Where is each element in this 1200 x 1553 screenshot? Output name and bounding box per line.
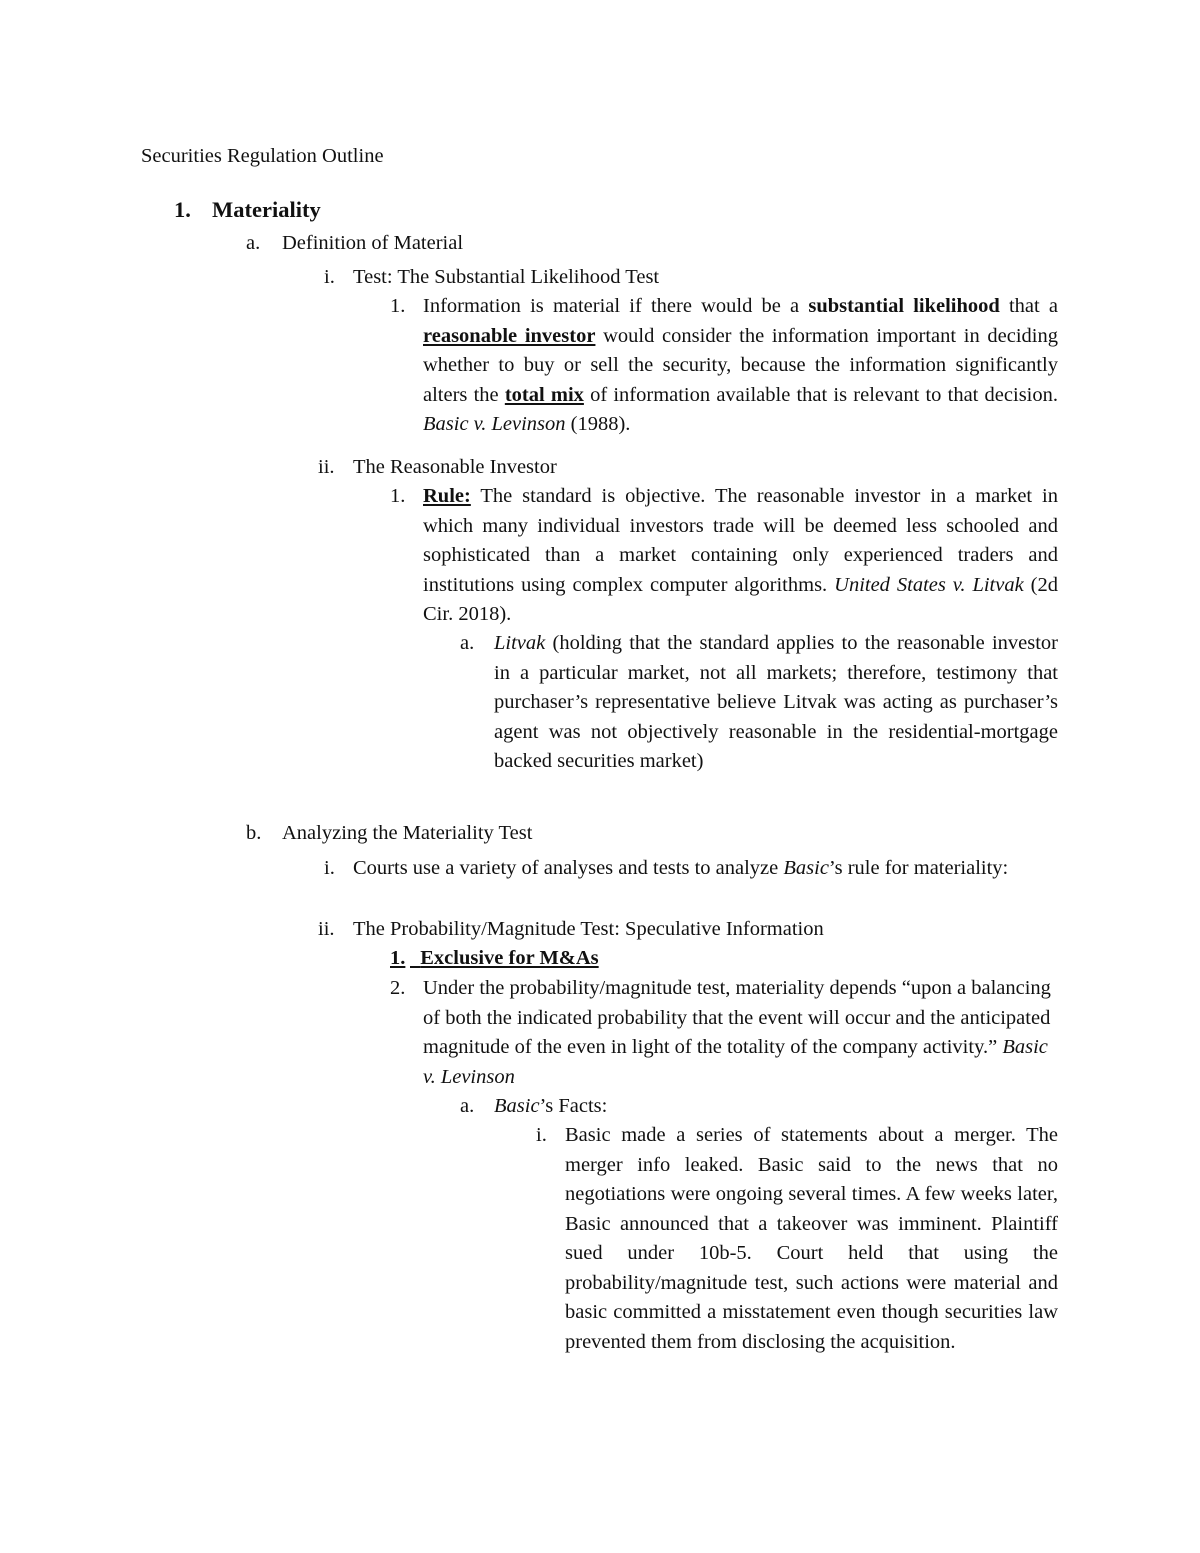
exclusive-ma-number: 1. [390,947,406,969]
para-text: (1988). [565,413,631,435]
para-text: The standard is objective. The reasonable investor in a market in which many individual investors trade will be deemed less schooled and sophisticated than a market containing only experienced traders and institutions using complex computer algorithms. [423,485,1058,596]
section-1b-ii-2-marker: 2. [390,977,406,999]
section-1b-heading: Analyzing the Materiality Test [282,822,533,844]
section-1a-heading: Definition of Material [282,232,464,254]
section-1b-ii-marker: ii. [318,918,335,940]
case-citation: Basic [783,857,829,879]
litvak-holding-marker: a. [460,632,475,654]
substantial-likelihood-paragraph [423,292,1058,440]
para-text: of information available that is relevant to that decision. [583,383,1058,406]
section-1a-i-marker: i. [324,266,335,288]
document-title [141,142,384,172]
para-text: (holding that the standard applies to the reasonable investor in a particular market, not all markets; therefore, testimony that purchaser’s representative believe Litvak was acting as purchaser’s agent was not objectively reasonable in the residential-mortgage backed securities market) [494,632,1058,772]
para-text: Information is material if there would be a [423,295,809,317]
courts-analyses-paragraph [353,854,1013,884]
case-citation: United States v. Litvak [834,573,1024,596]
case-citation: Litvak [494,632,546,654]
section-1a-marker: a. [246,232,261,254]
section-1a-i-heading: Test: The Substantial Likelihood Test [353,266,660,288]
section-1a-ii-heading: The Reasonable Investor [353,456,557,478]
section-1-marker: 1. [174,197,191,222]
rule-label: Rule: [423,485,471,507]
para-text: Under the probability/magnitude test, materiality depends “upon a balancing of both the indicated probability that the event will occur and the anticipated magnitude of the even in light of the totality of the company activity.” [423,977,1051,1058]
reasonable-investor-rule-paragraph [423,482,1058,630]
para-text: would consider the information important in deciding whether to buy or sell the security, because the information significantly alters the [423,324,1058,406]
probability-magnitude-paragraph [423,974,1063,1092]
basic-facts-paragraph: Basic made a series of statements about a merger. The merger info leaked. Basic said to the news that no negotiations were ongoing several times. A few weeks later, Basic announced that a takeover was imminent. Plaintiff sued under 10b-5. Court held that using the probability/magnitude test, such actions were material and basic committed a misstatement even though securities law prevented them from disclosing the acquisition. [565,1124,1058,1353]
section-1b-i-marker: i. [324,857,335,879]
exclusive-ma-text: Exclusive for M&As [420,947,599,969]
basic-facts-i-marker: i. [536,1124,547,1146]
bold-underlined-term: reasonable investor [423,324,596,347]
document-title-text: Securities Regulation Outline [141,145,384,167]
section-1a-ii-marker: ii. [318,456,335,478]
litvak-holding-paragraph [494,629,1058,777]
case-citation: Basic v. Levinson [423,413,566,435]
exclusive-ma-item [410,944,599,974]
section-1b-ii-heading: The Probability/Magnitude Test: Speculative Information [353,918,824,940]
bold-term: substantial likelihood [808,295,1000,317]
para-text: ’s Facts: [539,1095,608,1117]
case-citation: Basic v. Levinson [423,1036,1048,1088]
para-text: (2d Cir. 2018). [423,573,1058,625]
section-1a-ii-1-marker: 1. [390,485,406,507]
bold-underlined-term: total mix [504,383,584,406]
basic-facts-marker: a. [460,1095,475,1117]
section-1b-marker: b. [246,822,262,844]
para-text: that a [999,295,1059,317]
basic-facts-heading [494,1092,607,1122]
para-text: ’s rule for materiality: [828,857,1009,879]
section-1-heading: Materiality [212,197,321,222]
exclusive-ma-marker [390,944,405,974]
para-text: Courts use a variety of analyses and tests to analyze [353,857,784,879]
case-citation: Basic [494,1095,540,1117]
section-1a-i-1-marker: 1. [390,295,406,317]
